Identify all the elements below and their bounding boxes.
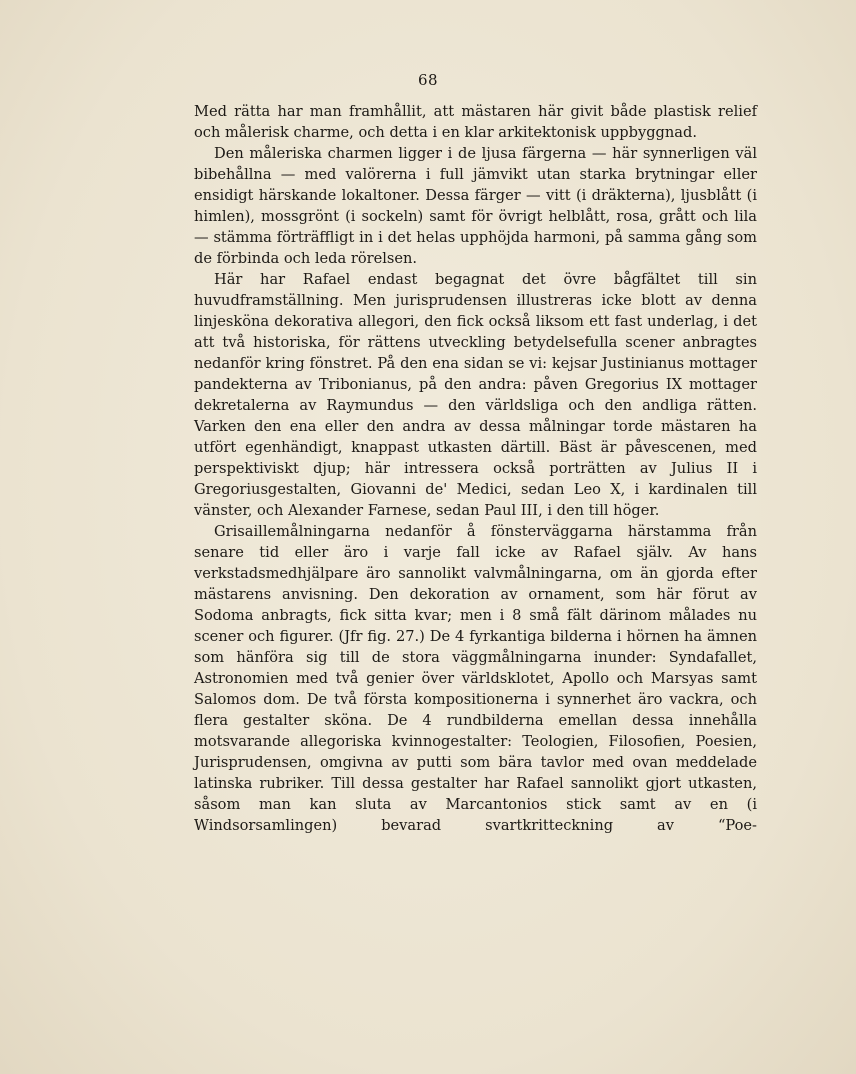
paragraph-3: Här har Rafael endast begagnat det övre bågfältet till sin huvudframställning. Men jurisprudensen illustreras icke blott av denna linjesköna dekorativa allegori, den fick också liksom ett fast underlag, i det att två historiska, för rättens utveckling betydelsefulla scener anbragtes nedanför kring fönstret. På den ena sidan se vi: kejsar Justinianus mottager pandekterna av Tribonianus, på den andra: påven Gregorius IX mottager dekretalerna av Raymundus — den världsliga och den andliga rätten. Varken den ena eller den andra av dessa målningar torde mästaren ha utfört egenhändigt, knappast utkasten därtill. Bäst är påvescenen, med perspektiviskt djup; här intressera också porträtten av Julius II i Gregoriusgestalten, Giovanni de' Medici, sedan Leo X, i kardinalen till vänster, och Alexander Farnese, sedan Paul III, i den till höger.	[194, 271, 757, 519]
paragraph-2: Den måleriska charmen ligger i de ljusa färgerna — här synnerligen väl bibehållna — med valörerna i full jämvikt utan starka brytningar eller ensidigt härskande lokaltoner. Dessa färger — vitt (i dräkterna), ljusblått (i himlen), mossgrönt (i sockeln) samt för övrigt helblått, rosa, grått och lila — stämma förträffligt in i det helas upphöjda harmoni, på samma gång som de förbinda och leda rörelsen.	[194, 145, 757, 267]
paragraph-1: Med rätta har man framhållit, att mästaren här givit både plastisk relief och målerisk charme, och detta i en klar arkitektonisk uppbyggnad.	[194, 103, 757, 141]
body-text	[194, 101, 757, 836]
page-number: 68	[417, 71, 439, 89]
paragraph-4: Grisaillemålningarna nedanför å fönsterväggarna härstamma från senare tid eller äro i varje fall icke av Rafael själv. Av hans verkstadsmedhjälpare äro sannolikt valvmålningarna, om än gjorda efter mästarens anvisning. Den dekoration av ornament, som här förut av Sodoma anbragts, fick sitta kvar; men i 8 små fält därinom målades nu scener och figurer. (Jfr fig. 27.) De 4 fyrkantiga bilderna i hörnen ha ämnen som hänföra sig till de stora väggmålningarna inunder: Syndafallet, Astronomien med två genier över världsklotet, Apollo och Marsyas samt Salomos dom. De två första kompositionerna i synnerhet äro vackra, och flera gestalter sköna. De 4 rundbilderna emellan dessa innehålla motsvarande allegoriska kvinnogestalter: Teologien, Filosofien, Poesien, Jurisprudensen, omgivna av putti som bära tavlor med ovan meddelade latinska rubriker. Till dessa gestalter har Rafael sannolikt gjort utkasten, såsom man kan sluta av Marcantonios stick samt av en (i Windsorsamlingen) bevarad svartkritteckning av “Poe-	[194, 523, 757, 834]
